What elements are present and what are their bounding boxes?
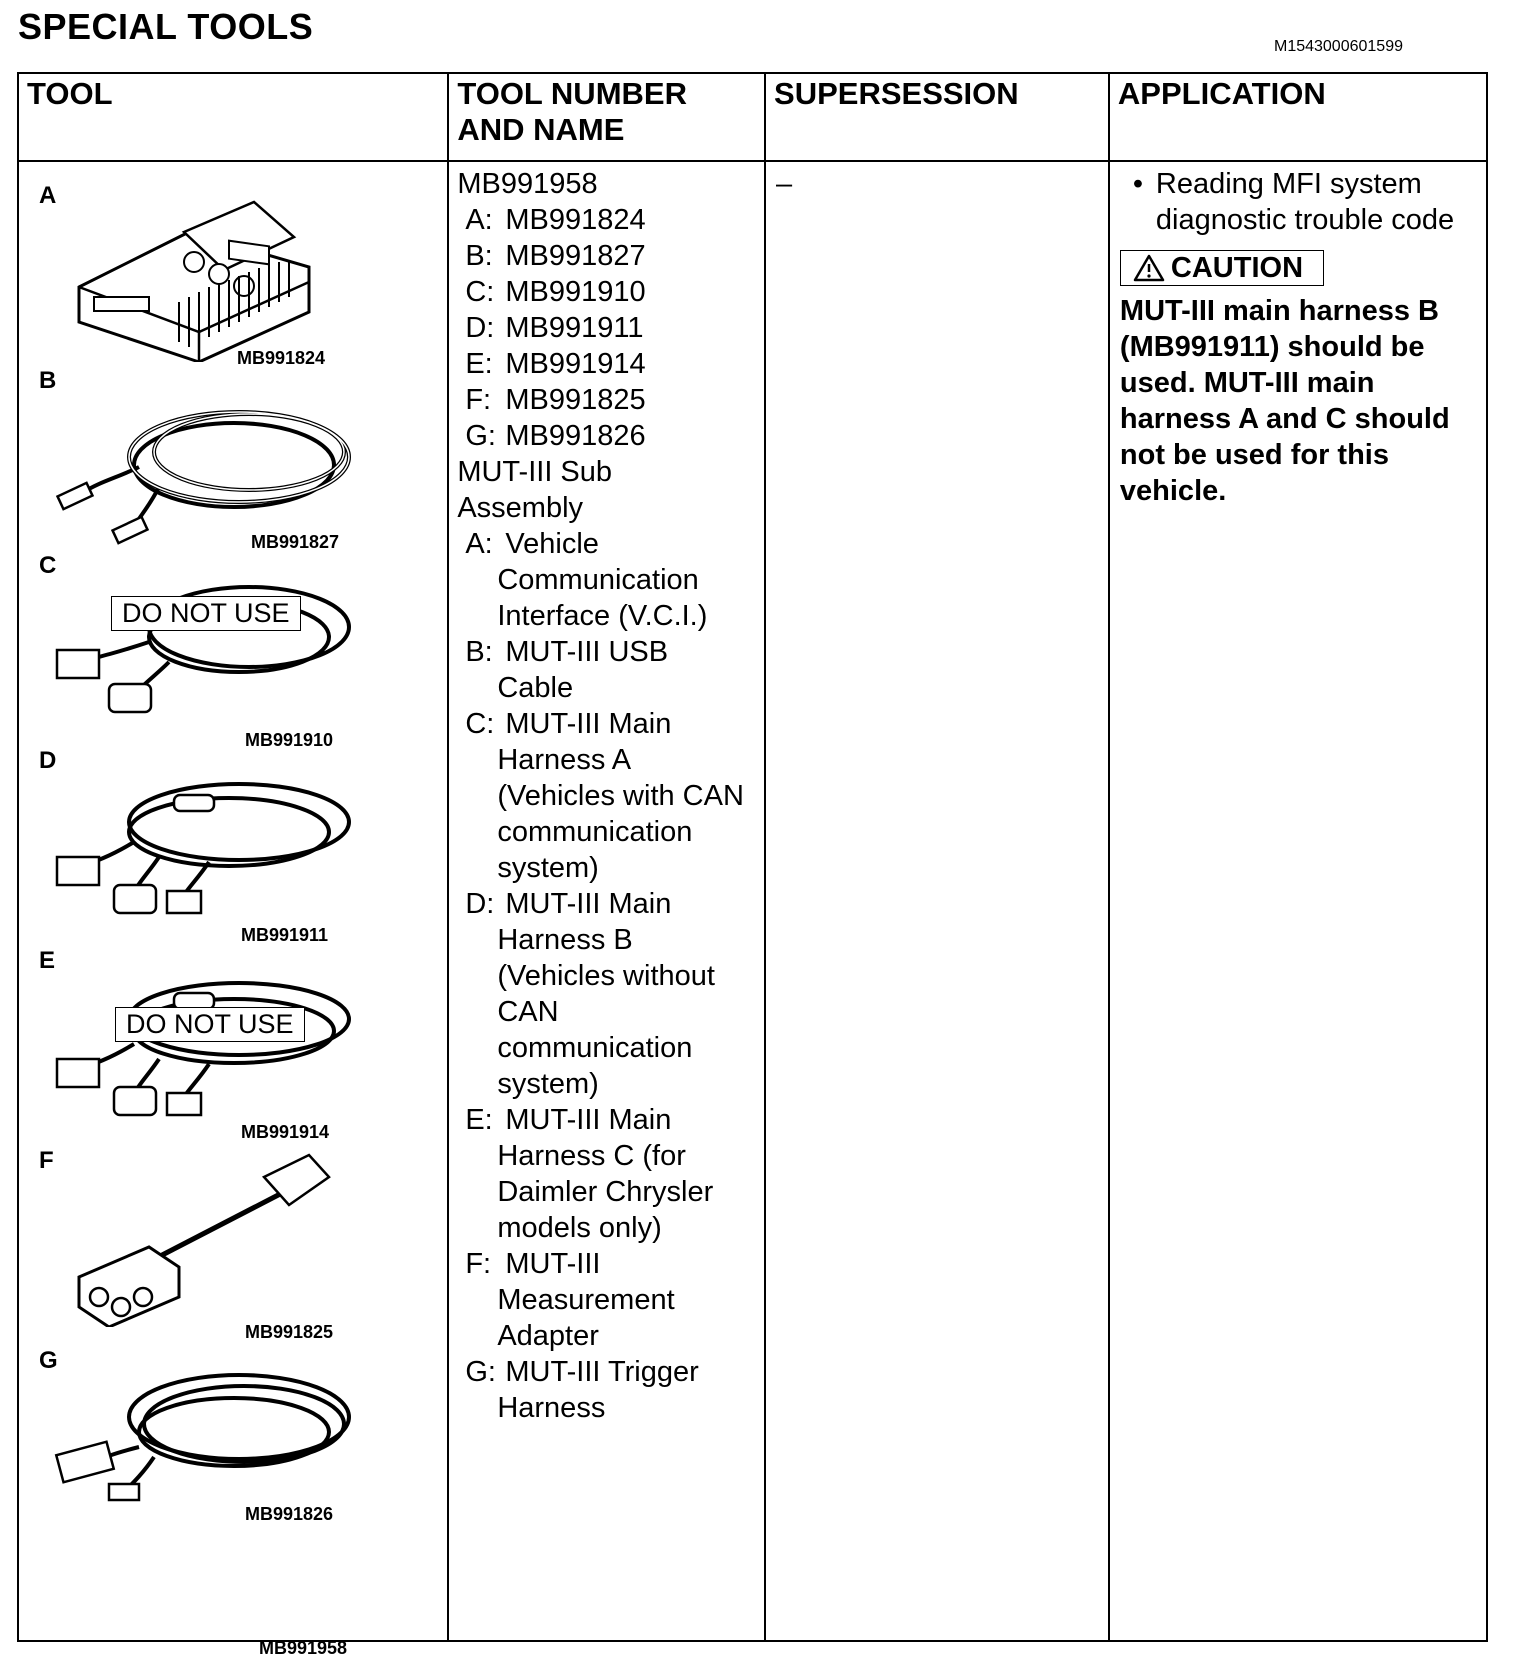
component-name-item: C: MUT-III Main bbox=[465, 708, 672, 740]
component-name-item: G: MUT-III Trigger bbox=[465, 1356, 699, 1388]
usb-cable-illustration bbox=[39, 377, 359, 547]
component-name-line: Measurement bbox=[497, 1284, 675, 1316]
trigger-harness-illustration bbox=[39, 1362, 359, 1512]
component-name-line: Harness bbox=[497, 1392, 606, 1424]
assembly-name: MUT-III Sub bbox=[457, 456, 613, 488]
component-name-item: D: MUT-III Main bbox=[465, 888, 672, 920]
figure-letter: D bbox=[39, 747, 57, 774]
warning-triangle-icon bbox=[1133, 254, 1165, 282]
figure-a bbox=[19, 162, 447, 368]
part-number-item: A: MB991824 bbox=[465, 204, 646, 236]
figure-letter: B bbox=[39, 367, 57, 394]
supersession-cell bbox=[765, 161, 1109, 1641]
component-name-line: Communication bbox=[497, 564, 699, 596]
caution-label: CAUTION bbox=[1170, 252, 1304, 284]
caution-line: vehicle. bbox=[1119, 475, 1227, 507]
component-name-item: B: MUT-III USB bbox=[465, 636, 669, 668]
component-name-line: Harness A bbox=[497, 744, 632, 776]
supersession-value: – bbox=[776, 168, 793, 200]
header-tool: TOOL bbox=[18, 73, 448, 161]
figure-d bbox=[19, 747, 447, 945]
figure-part-number: MB991826 bbox=[245, 1504, 334, 1524]
figure-b bbox=[19, 367, 447, 552]
caution-line: MUT-III main harness B bbox=[1119, 295, 1439, 327]
component-name-line: Interface (V.C.I.) bbox=[497, 600, 708, 632]
component-name-line: Harness B bbox=[497, 924, 633, 956]
page-title: SPECIAL TOOLS bbox=[18, 6, 314, 47]
figure-letter: F bbox=[39, 1147, 54, 1174]
component-name-line: CAN bbox=[497, 996, 559, 1028]
component-name-line: communication bbox=[497, 1032, 693, 1064]
figure-letter: A bbox=[39, 182, 57, 209]
main-harness-c-illustration bbox=[39, 969, 359, 1129]
component-name-line: (Vehicles with CAN bbox=[497, 780, 744, 812]
part-number-item: B: MB991827 bbox=[465, 240, 646, 272]
caution-badge bbox=[1120, 250, 1324, 286]
special-tools-table bbox=[17, 72, 1488, 1658]
header-supersession: SUPERSESSION bbox=[765, 73, 1109, 161]
do-not-use-label: DO NOT USE bbox=[111, 596, 301, 631]
table-row bbox=[18, 161, 1487, 1641]
component-name-line: system) bbox=[497, 1068, 599, 1100]
component-name-item: A: Vehicle bbox=[465, 528, 599, 560]
tool-number-name-cell bbox=[448, 161, 765, 1641]
application-text-line: diagnostic trouble code bbox=[1155, 204, 1455, 236]
figure-letter: E bbox=[39, 947, 56, 974]
caution-text bbox=[1120, 293, 1476, 509]
document-id: M1543000601599 bbox=[1273, 38, 1403, 55]
figure-c bbox=[19, 552, 447, 750]
component-name-line: Cable bbox=[497, 672, 574, 704]
figure-part-number: MB991914 bbox=[241, 1122, 330, 1142]
component-name-line: (Vehicles without bbox=[497, 960, 715, 992]
kit-part-number: MB991958 bbox=[259, 1638, 348, 1658]
figure-letter: C bbox=[39, 552, 57, 579]
component-name-line: communication bbox=[497, 816, 693, 848]
figure-e bbox=[19, 947, 447, 1147]
component-name-line: Harness C (for bbox=[497, 1140, 686, 1172]
component-name-item: E: MUT-III Main bbox=[465, 1104, 672, 1136]
header-tool-number-name: TOOL NUMBER AND NAME bbox=[448, 73, 765, 161]
part-number-item: G: MB991826 bbox=[465, 420, 646, 452]
component-name-line: Daimler Chrysler bbox=[497, 1176, 714, 1208]
part-number-item: D: MB991911 bbox=[465, 312, 644, 344]
figure-part-number: MB991911 bbox=[241, 925, 329, 945]
application-text-line: Reading MFI system bbox=[1155, 168, 1422, 200]
part-number-item: E: MB991914 bbox=[465, 348, 646, 380]
do-not-use-label: DO NOT USE bbox=[115, 1007, 305, 1042]
main-harness-b-illustration bbox=[39, 767, 359, 927]
measurement-adapter-illustration bbox=[39, 1147, 359, 1327]
tool-illustrations-cell bbox=[18, 161, 448, 1658]
figure-part-number: MB991910 bbox=[245, 730, 334, 750]
table-header-row bbox=[18, 73, 1487, 161]
component-name-line: Adapter bbox=[497, 1320, 599, 1352]
part-number-item: C: MB991910 bbox=[465, 276, 646, 308]
caution-line: used. MUT-III main bbox=[1119, 367, 1375, 399]
figure-part-number: MB991825 bbox=[245, 1322, 334, 1342]
caution-line: (MB991911) should be bbox=[1119, 331, 1425, 363]
caution-line: not be used for this bbox=[1119, 439, 1389, 471]
component-name-line: system) bbox=[497, 852, 599, 884]
header-application: APPLICATION bbox=[1109, 73, 1487, 161]
part-number-item: F: MB991825 bbox=[465, 384, 646, 416]
component-name-item: F: MUT-III bbox=[465, 1248, 601, 1280]
caution-line: harness A and C should bbox=[1119, 403, 1450, 435]
application-cell bbox=[1109, 161, 1487, 1641]
figure-f bbox=[19, 1147, 447, 1347]
figure-part-number: MB991824 bbox=[237, 348, 326, 368]
component-name-line: models only) bbox=[497, 1212, 662, 1244]
vci-unit-illustration bbox=[39, 192, 339, 362]
assembly-name-cont: Assembly bbox=[457, 492, 584, 524]
application-bullet bbox=[1120, 166, 1476, 238]
figure-part-number: MB991827 bbox=[251, 532, 340, 552]
figure-letter: G bbox=[39, 1347, 58, 1374]
bullet-icon: • bbox=[1132, 168, 1143, 200]
kit-number: MB991958 bbox=[457, 168, 598, 200]
figure-g bbox=[19, 1347, 447, 1627]
